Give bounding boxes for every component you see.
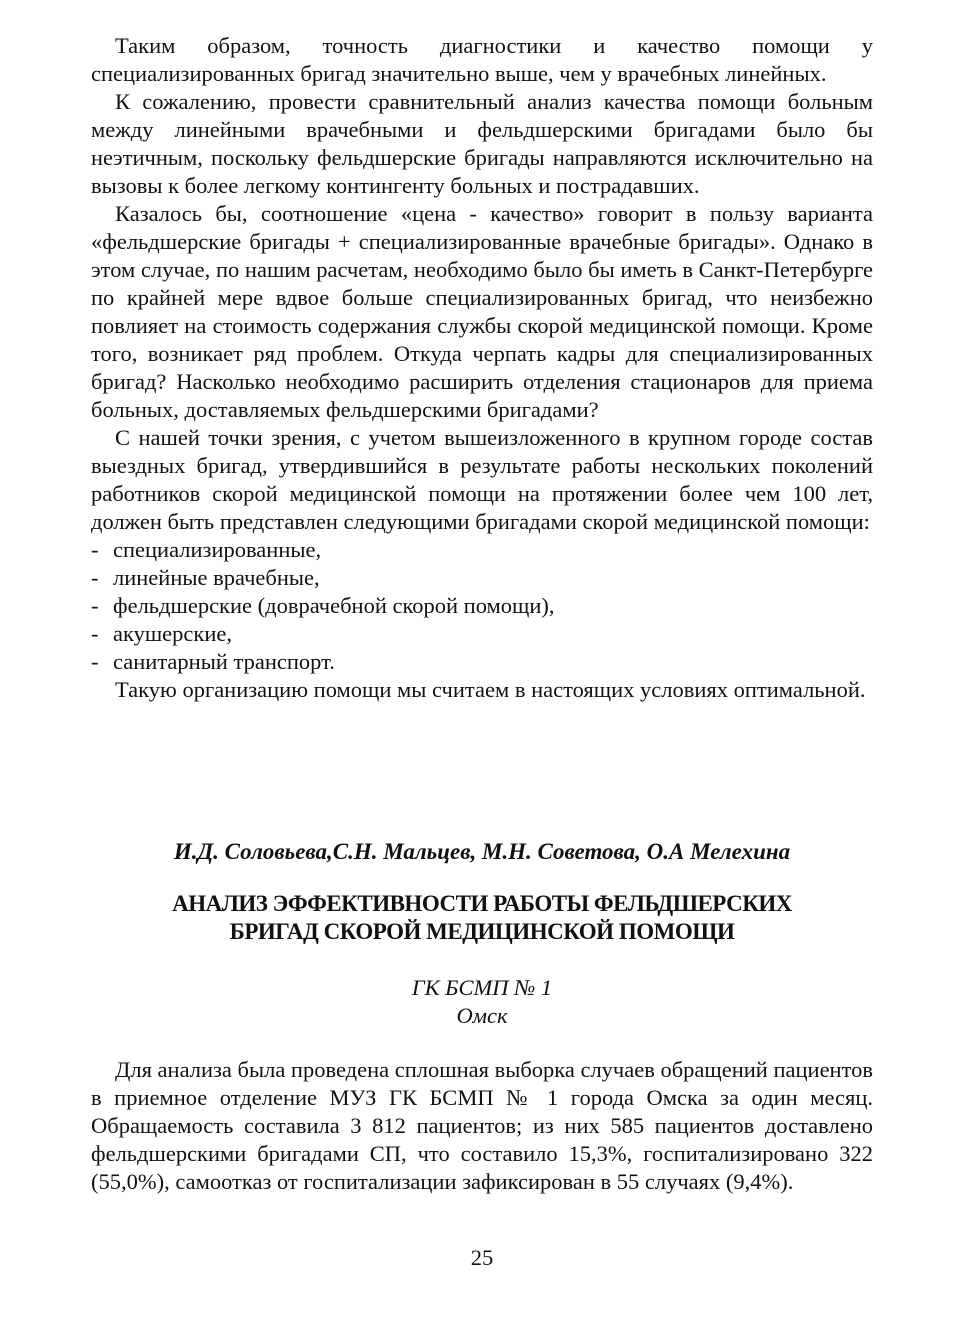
article-title-line-2: БРИГАД СКОРОЙ МЕДИЦИНСКОЙ ПОМОЩИ (229, 919, 735, 944)
article-title (91, 890, 873, 946)
paragraph-3: Казалось бы, соотношение «цена - качество» говорит в пользу варианта «фельдшерские бригады + специализированные врачебные бригады». Однако в этом случае, по нашим расчетам, необходимо было бы иметь в Санкт-Петербурге по крайней мере вдвое больше специализированных бригад, что неизбежно повлияет на стоимость содержания службы скорой медицинской помощи. Кроме того, возникает ряд проблем. Откуда черпать кадры для специализированных бригад? Насколько необходимо расширить отделения стационаров для приема больных, доставляемых фельдшерскими бригадами? (91, 201, 873, 422)
list-marker: - (91, 593, 99, 618)
article-paragraph: Для анализа была проведена сплошная выборка случаев обращений пациентов в приемное отделение МУЗ ГК БСМП № 1 города Омска за один месяц. Обращаемость составила 3 812 пациентов; из них 585 пациентов доставлено фельдшерскими бригадами СП, что составило 15,3%, госпитализировано 322 (55,0%), самоотказ от госпитализации зафиксирован в 55 случаях (9,4%). (91, 1057, 874, 1194)
paragraph-2: К сожалению, провести сравнительный анализ качества помощи больным между линейными врачебными и фельдшерскими бригадами было бы неэтичным, поскольку фельдшерские бригады направляются исключительно на вызовы к более легкому контингенту больных и пострадавших. (91, 89, 873, 198)
article-body (91, 1056, 873, 1196)
list-marker: - (91, 649, 99, 674)
list-item: - санитарный транспорт. (91, 649, 335, 674)
article-title-line-1: АНАЛИЗ ЭФФЕКТИВНОСТИ РАБОТЫ ФЕЛЬДШЕРСКИХ (172, 891, 792, 916)
brigade-type-list (91, 536, 873, 676)
list-item: - линейные врачебные, (91, 565, 320, 590)
list-marker: - (91, 565, 99, 590)
list-item: - фельдшерские (доврачебной скорой помощи), (91, 593, 555, 618)
list-item: - акушерские, (91, 621, 232, 646)
paragraph-4: С нашей точки зрения, с учетом вышеизложенного в крупном городе состав выездных бригад, утвердившийся в результате работы нескольких поколений работников скорой медицинской помощи на протяжении более чем 100 лет, должен быть представлен следующими бригадами скорой медицинской помощи: (91, 425, 873, 534)
article-authors: И.Д. Соловьева,С.Н. Мальцев, М.Н. Советова, О.А Мелехина (173, 839, 791, 864)
institution-name: ГК БСМП № 1 (411, 975, 553, 1000)
city-name: Омск (456, 1003, 508, 1028)
page-number: 25 (470, 1245, 494, 1270)
closing-paragraph: Такую организацию помощи мы считаем в настоящих условиях оптимальной. (115, 677, 866, 702)
list-item: - специализированные, (91, 537, 322, 562)
document-page (91, 32, 874, 1270)
article-affiliation (91, 974, 873, 1030)
paragraph-1: Таким образом, точность диагностики и качество помощи у специализированных бригад значительно выше, чем у врачебных линейных. (91, 33, 873, 86)
list-marker: - (91, 621, 99, 646)
list-marker: - (91, 537, 99, 562)
